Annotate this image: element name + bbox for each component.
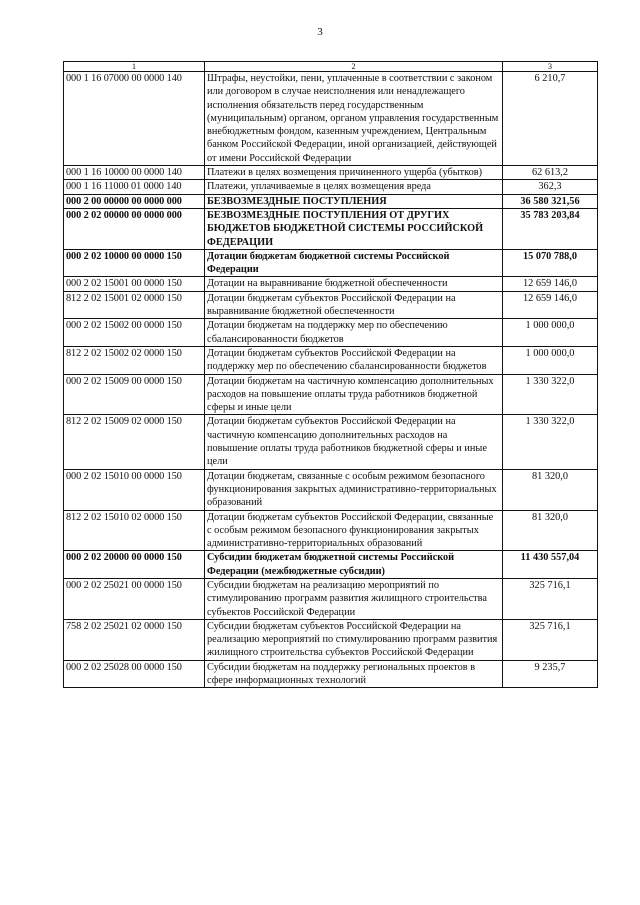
amount: 325 716,1 <box>503 619 598 660</box>
revenue-name: Платежи, уплачиваемые в целях возмещения вреда <box>205 180 503 194</box>
budget-code: 812 2 02 15002 02 0000 150 <box>64 346 205 374</box>
amount: 81 320,0 <box>503 510 598 551</box>
revenue-name: Дотации бюджетам на поддержку мер по обеспечению сбалансированности бюджетов <box>205 319 503 347</box>
budget-code: 000 1 16 11000 01 0000 140 <box>64 180 205 194</box>
table-row <box>64 194 598 208</box>
amount: 6 210,7 <box>503 72 598 166</box>
column-number-1: 1 <box>64 62 205 72</box>
revenue-name: Дотации бюджетам бюджетной системы Российской Федерации <box>205 249 503 277</box>
table-row <box>64 578 598 619</box>
table-row <box>64 660 598 688</box>
amount: 35 783 203,84 <box>503 208 598 249</box>
table-row <box>64 551 598 579</box>
amount: 62 613,2 <box>503 166 598 180</box>
budget-code: 000 2 02 15001 00 0000 150 <box>64 277 205 291</box>
amount: 1 000 000,0 <box>503 319 598 347</box>
revenue-name: Платежи в целях возмещения причиненного ущерба (убытков) <box>205 166 503 180</box>
amount: 81 320,0 <box>503 469 598 510</box>
table-row <box>64 619 598 660</box>
budget-code: 000 2 02 00000 00 0000 000 <box>64 208 205 249</box>
budget-code: 000 1 16 07000 00 0000 140 <box>64 72 205 166</box>
revenue-name: Дотации на выравнивание бюджетной обеспеченности <box>205 277 503 291</box>
budget-code: 812 2 02 15009 02 0000 150 <box>64 415 205 469</box>
budget-code: 000 2 02 20000 00 0000 150 <box>64 551 205 579</box>
amount: 12 659 146,0 <box>503 277 598 291</box>
budget-code: 000 2 02 25028 00 0000 150 <box>64 660 205 688</box>
table-row <box>64 277 598 291</box>
column-number-row <box>64 62 598 72</box>
revenue-name: Субсидии бюджетам субъектов Российской Федерации на реализацию мероприятий по стимулированию программ развития жилищного строительства субъектов Российской Федерации <box>205 619 503 660</box>
revenue-name: БЕЗВОЗМЕЗДНЫЕ ПОСТУПЛЕНИЯ ОТ ДРУГИХ БЮДЖЕТОВ БЮДЖЕТНОЙ СИСТЕМЫ РОССИЙСКОЙ ФЕДЕРАЦИИ <box>205 208 503 249</box>
table-row <box>64 374 598 415</box>
table-row <box>64 319 598 347</box>
revenue-name: Субсидии бюджетам на реализацию мероприятий по стимулированию программ развития жилищного строительства субъектов Российской Федерации <box>205 578 503 619</box>
table-row <box>64 469 598 510</box>
amount: 325 716,1 <box>503 578 598 619</box>
column-number-3: 3 <box>503 62 598 72</box>
revenue-name: Субсидии бюджетам на поддержку региональных проектов в сфере информационных технологий <box>205 660 503 688</box>
table-row <box>64 415 598 469</box>
revenue-name: Дотации бюджетам субъектов Российской Федерации на поддержку мер по обеспечению сбалансированности бюджетов <box>205 346 503 374</box>
budget-code: 758 2 02 25021 02 0000 150 <box>64 619 205 660</box>
table-row <box>64 510 598 551</box>
table-row <box>64 180 598 194</box>
table-row <box>64 166 598 180</box>
amount: 36 580 321,56 <box>503 194 598 208</box>
amount: 11 430 557,04 <box>503 551 598 579</box>
amount: 12 659 146,0 <box>503 291 598 319</box>
amount: 362,3 <box>503 180 598 194</box>
revenue-name: Штрафы, неустойки, пени, уплаченные в соответствии с законом или договором в случае неисполнения или ненадлежащего исполнения обязательств перед государственным (муниципальным) органом, органом управления государственным внебюджетным фондом, казенным учреждением, Центральным банком Российской Федерации, иной организацией, действующей от имени Российской Федерации <box>205 72 503 166</box>
table-row <box>64 208 598 249</box>
revenue-name: Дотации бюджетам субъектов Российской Федерации на частичную компенсацию дополнительных расходов на повышение оплаты труда работников бюджетной сферы и иные цели <box>205 415 503 469</box>
amount: 1 330 322,0 <box>503 374 598 415</box>
budget-code: 000 2 00 00000 00 0000 000 <box>64 194 205 208</box>
budget-code: 000 1 16 10000 00 0000 140 <box>64 166 205 180</box>
revenue-name: Дотации бюджетам субъектов Российской Федерации на выравнивание бюджетной обеспеченности <box>205 291 503 319</box>
budget-code: 812 2 02 15001 02 0000 150 <box>64 291 205 319</box>
revenue-table <box>63 61 598 688</box>
budget-code: 000 2 02 25021 00 0000 150 <box>64 578 205 619</box>
revenue-name: Субсидии бюджетам бюджетной системы Российской Федерации (межбюджетные субсидии) <box>205 551 503 579</box>
amount: 15 070 788,0 <box>503 249 598 277</box>
budget-code: 812 2 02 15010 02 0000 150 <box>64 510 205 551</box>
page-number: 3 <box>317 26 323 38</box>
table-row <box>64 291 598 319</box>
amount: 1 000 000,0 <box>503 346 598 374</box>
revenue-name: Дотации бюджетам на частичную компенсацию дополнительных расходов на повышение оплаты труда работников бюджетной сферы и иные цели <box>205 374 503 415</box>
amount: 9 235,7 <box>503 660 598 688</box>
revenue-name: Дотации бюджетам субъектов Российской Федерации, связанные с особым режимом безопасного функционирования закрытых административно-территориальных образований <box>205 510 503 551</box>
revenue-table-body <box>64 62 598 688</box>
budget-code: 000 2 02 15010 00 0000 150 <box>64 469 205 510</box>
budget-code: 000 2 02 15009 00 0000 150 <box>64 374 205 415</box>
table-row <box>64 72 598 166</box>
revenue-name: Дотации бюджетам, связанные с особым режимом безопасного функционирования закрытых административно-территориальных образований <box>205 469 503 510</box>
budget-code: 000 2 02 10000 00 0000 150 <box>64 249 205 277</box>
revenue-name: БЕЗВОЗМЕЗДНЫЕ ПОСТУПЛЕНИЯ <box>205 194 503 208</box>
amount: 1 330 322,0 <box>503 415 598 469</box>
budget-code: 000 2 02 15002 00 0000 150 <box>64 319 205 347</box>
column-number-2: 2 <box>205 62 503 72</box>
table-row <box>64 249 598 277</box>
table-row <box>64 346 598 374</box>
